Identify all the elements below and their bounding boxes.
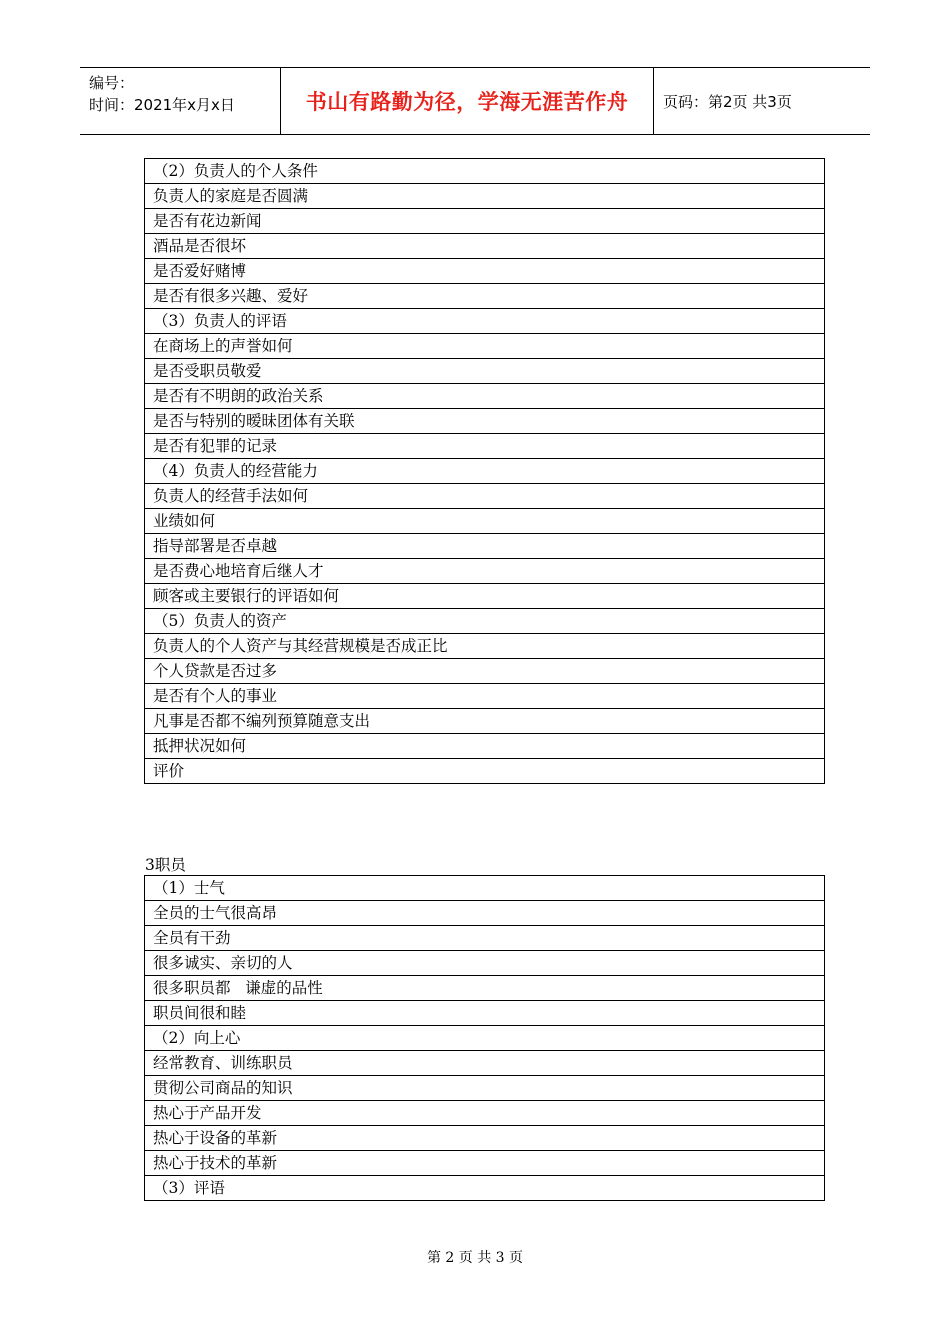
- table-row: [145, 976, 825, 1001]
- table-cell: 负责人的经营手法如何: [145, 484, 825, 509]
- table-cell: 是否费心地培育后继人才: [145, 559, 825, 584]
- table-cell: 全员有干劲: [145, 926, 825, 951]
- table-cell: （4）负责人的经营能力: [145, 459, 825, 484]
- table-cell: 抵押状况如何: [145, 734, 825, 759]
- table-row: [145, 234, 825, 259]
- table-cell: 贯彻公司商品的知识: [145, 1076, 825, 1101]
- table-cell: （1）士气: [145, 876, 825, 901]
- table-row: [145, 684, 825, 709]
- header-meta: [80, 68, 281, 134]
- table-row: [145, 259, 825, 284]
- table-cell: 热心于产品开发: [145, 1101, 825, 1126]
- table-cell: 指导部署是否卓越: [145, 534, 825, 559]
- responsible-person-table: [144, 158, 825, 784]
- table-row: [145, 159, 825, 184]
- table-row: [145, 409, 825, 434]
- table-cell: 负责人的个人资产与其经营规模是否成正比: [145, 634, 825, 659]
- table-row: [145, 1151, 825, 1176]
- header-page-label: 页码：第2页 共3页: [663, 92, 792, 111]
- table-row: [145, 1001, 825, 1026]
- table-cell: 全员的士气很高昂: [145, 901, 825, 926]
- table-cell: （5）负责人的资产: [145, 609, 825, 634]
- table-row: [145, 1051, 825, 1076]
- table-row: [145, 759, 825, 784]
- table-row: [145, 509, 825, 534]
- header-motto-cell: [281, 68, 654, 134]
- table-cell: 业绩如何: [145, 509, 825, 534]
- table-row: [145, 534, 825, 559]
- table-row: [145, 284, 825, 309]
- table-row: [145, 951, 825, 976]
- table-cell: （2）负责人的个人条件: [145, 159, 825, 184]
- table-cell: 是否有不明朗的政治关系: [145, 384, 825, 409]
- section-title-staff: 3职员: [145, 856, 186, 874]
- table-row: [145, 1126, 825, 1151]
- table-row: [145, 1176, 825, 1201]
- table-cell: 酒品是否很坏: [145, 234, 825, 259]
- table-cell: 是否有很多兴趣、爱好: [145, 284, 825, 309]
- table-cell: 个人贷款是否过多: [145, 659, 825, 684]
- table-row: [145, 434, 825, 459]
- table-cell: 职员间很和睦: [145, 1001, 825, 1026]
- table-row: [145, 584, 825, 609]
- document-number-label: 编号：: [89, 74, 135, 92]
- table-row: [145, 926, 825, 951]
- table-row: [145, 1076, 825, 1101]
- table-row: [145, 901, 825, 926]
- table-row: [145, 559, 825, 584]
- table-row: [145, 1101, 825, 1126]
- table-cell: 是否受职员敬爱: [145, 359, 825, 384]
- table-cell: 是否有个人的事业: [145, 684, 825, 709]
- table-cell: 经常教育、训练职员: [145, 1051, 825, 1076]
- table-cell: 是否有花边新闻: [145, 209, 825, 234]
- table-row: [145, 184, 825, 209]
- table-cell: 负责人的家庭是否圆满: [145, 184, 825, 209]
- table-row: [145, 734, 825, 759]
- table-row: [145, 209, 825, 234]
- table-row: [145, 709, 825, 734]
- table-cell: 是否与特别的暧昧团体有关联: [145, 409, 825, 434]
- table-row: [145, 1026, 825, 1051]
- table-cell: 热心于技术的革新: [145, 1151, 825, 1176]
- staff-table: [144, 875, 825, 1201]
- table-row: [145, 609, 825, 634]
- table-cell: （2）向上心: [145, 1026, 825, 1051]
- table-cell: 很多诚实、亲切的人: [145, 951, 825, 976]
- table-cell: 是否爱好赌博: [145, 259, 825, 284]
- table-row: [145, 309, 825, 334]
- table-cell: （3）评语: [145, 1176, 825, 1201]
- header-page-cell: [654, 68, 870, 134]
- document-header: [80, 67, 870, 135]
- table-cell: 在商场上的声誉如何: [145, 334, 825, 359]
- table-row: [145, 634, 825, 659]
- table-row: [145, 334, 825, 359]
- table-row: [145, 459, 825, 484]
- table-cell: 很多职员都 谦虚的品性: [145, 976, 825, 1001]
- table-row: [145, 659, 825, 684]
- table-row: [145, 384, 825, 409]
- table-row: [145, 359, 825, 384]
- table-cell: 凡事是否都不编列预算随意支出: [145, 709, 825, 734]
- table-cell: 顾客或主要银行的评语如何: [145, 584, 825, 609]
- table-cell: 是否有犯罪的记录: [145, 434, 825, 459]
- page-footer: 第 2 页 共 3 页: [426, 1250, 524, 1266]
- table-row: [145, 876, 825, 901]
- table-cell: 热心于设备的革新: [145, 1126, 825, 1151]
- table-cell: （3）负责人的评语: [145, 309, 825, 334]
- header-motto: 书山有路勤为径，学海无涯苦作舟: [305, 90, 629, 114]
- document-time-label: 时间：2021年x月x日: [89, 96, 235, 114]
- table-row: [145, 484, 825, 509]
- table-cell: 评价: [145, 759, 825, 784]
